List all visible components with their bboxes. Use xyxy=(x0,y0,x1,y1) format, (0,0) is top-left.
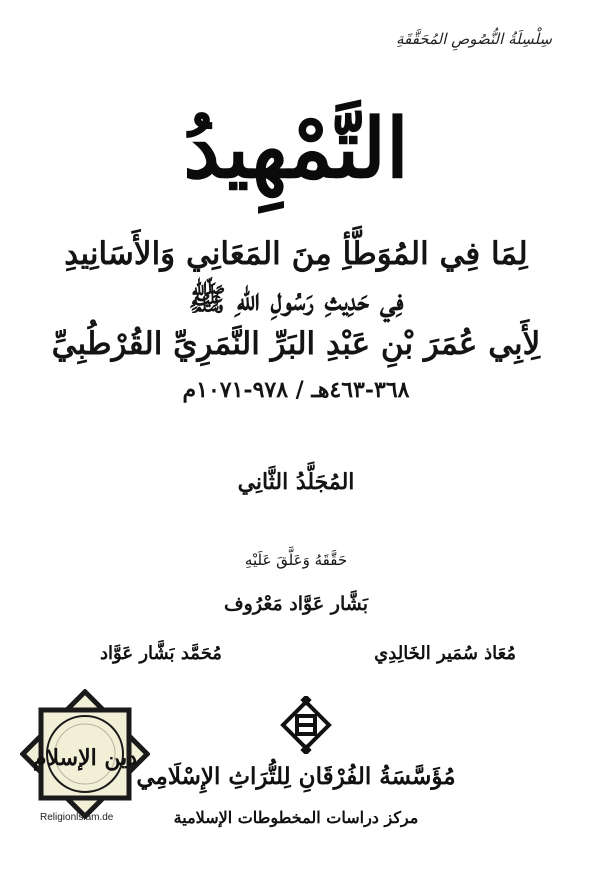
seal-lettering: دين الإسلام xyxy=(32,745,138,771)
series-name: سِلْسِلَةُ النُّصُوصِ المُحَقَّقَةِ xyxy=(396,30,552,48)
subtitle-line-2: فِي حَدِيثِ رَسُولِ اللهِ ﷺ xyxy=(188,282,404,318)
author-line: لِأَبِي عُمَرَ بْنِ عَبْدِ البَرِّ النَّمَرِيِّ القُرْطُبِيِّ xyxy=(51,326,541,362)
editor-second: مُعَاذ سُمَير الخَالِدِي xyxy=(374,643,516,664)
watermark-text: Religionlslam.de xyxy=(40,812,114,823)
edited-by-label: حَقَّقَهُ وَعَلَّقَ عَلَيْهِ xyxy=(244,551,348,569)
book-title: التَّمْهِيدُ xyxy=(183,101,409,197)
publisher-name: مُؤَسَّسَةُ الفُرْقَانِ لِلتُّرَاثِ الإِسْلَامِي xyxy=(136,763,456,790)
editor-main: بَشَّار عَوَّاد مَعْرُوف xyxy=(223,593,369,615)
editor-third: مُحَمَّد بَشَّار عَوَّاد xyxy=(100,643,222,664)
author-dates: ٣٦٨-٤٦٣هـ / ٩٧٨-١٠٧١م xyxy=(182,377,410,403)
subtitle-line-1: لِمَا فِي المُوَطَّأِ مِنَ المَعَانِي وَالأَسَانِيدِ xyxy=(64,236,528,272)
publisher-subtitle: مركز دراسات المخطوطات الإسلامية xyxy=(173,808,419,827)
publisher-logo-icon xyxy=(277,696,335,754)
volume-label: المُجَلَّدُ الثَّانِي xyxy=(237,469,355,495)
